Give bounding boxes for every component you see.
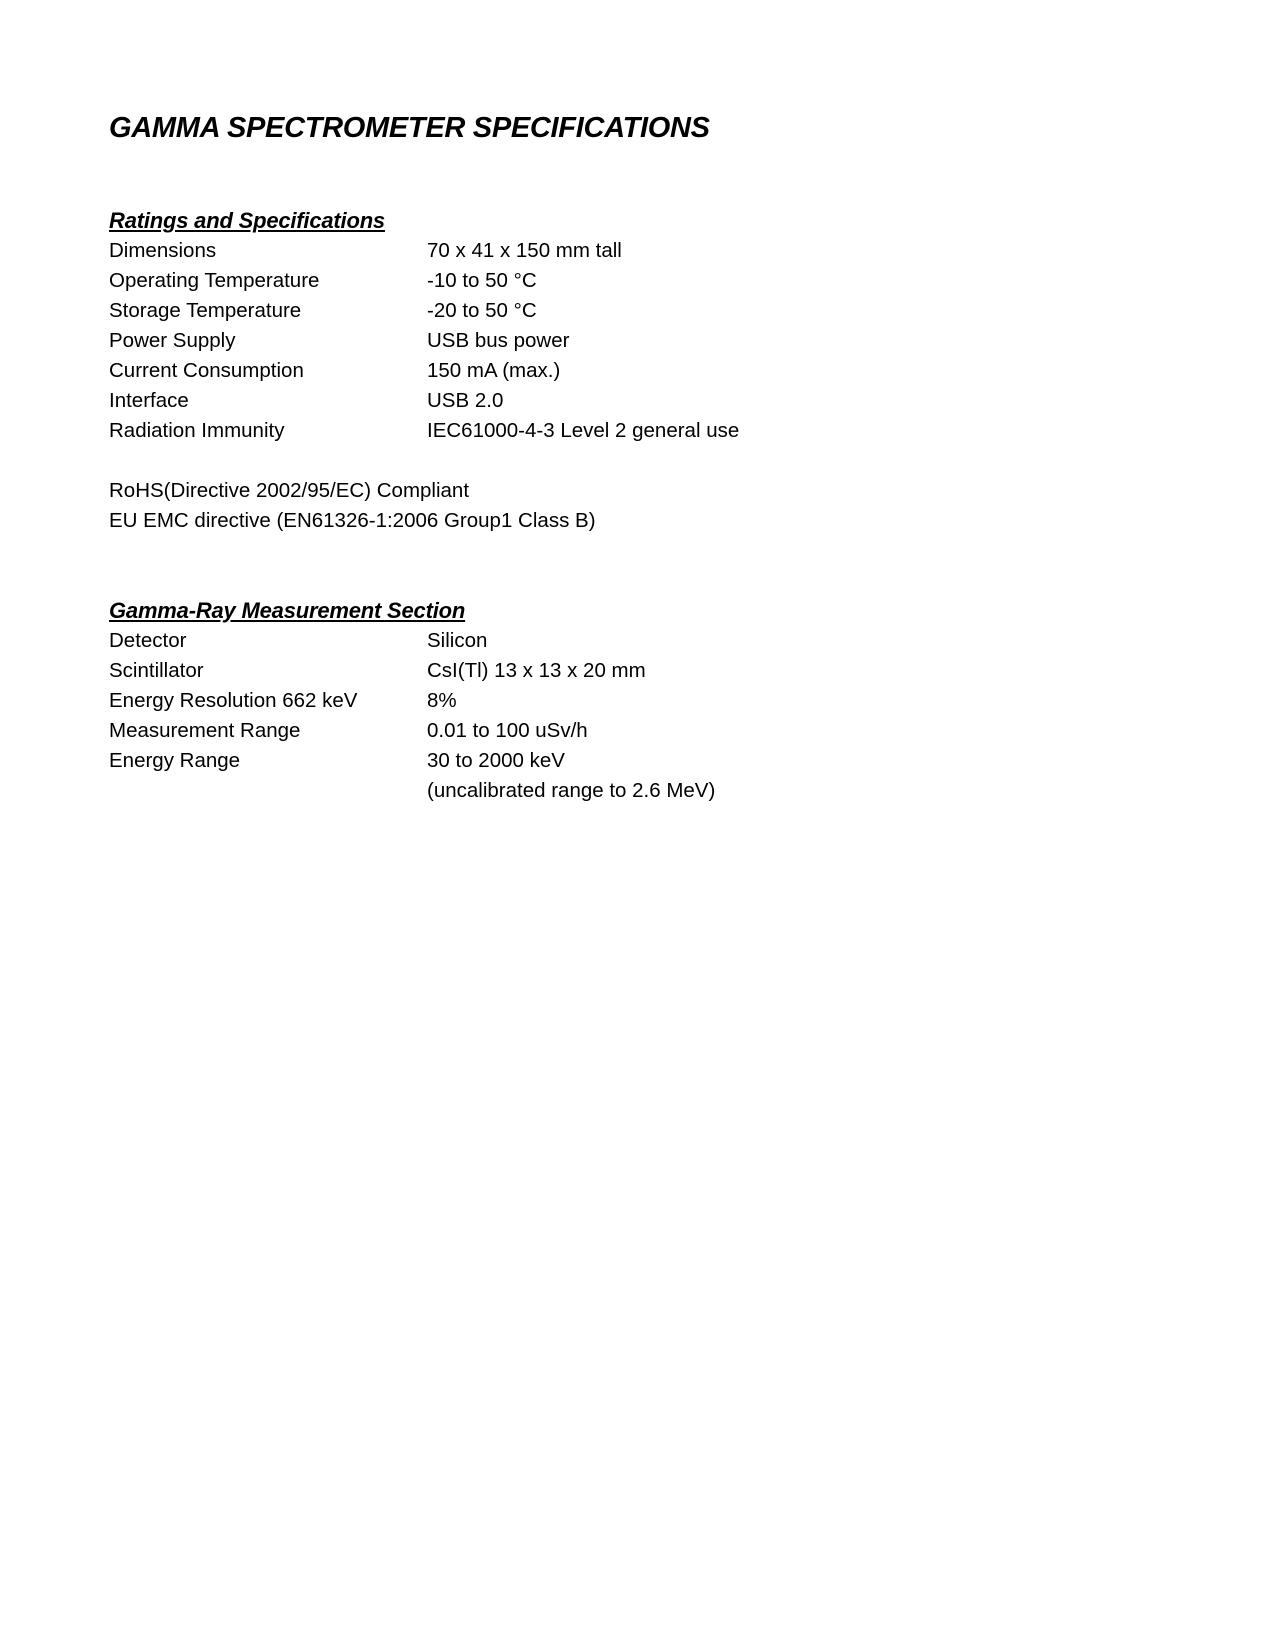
spec-row-scintillator — [109, 656, 809, 686]
spec-value: 0.01 to 100 uSv/h — [427, 719, 588, 742]
spec-value: 70 x 41 x 150 mm tall — [427, 239, 622, 262]
spec-label: Current Consumption — [109, 359, 304, 382]
spec-value: 150 mA (max.) — [427, 359, 561, 382]
spec-label: Interface — [109, 389, 189, 412]
spec-row-energy-range-note — [109, 776, 809, 806]
spec-value: USB bus power — [427, 329, 570, 352]
spec-label: Scintillator — [109, 659, 204, 682]
compliance-rohs: RoHS(Directive 2002/95/EC) Compliant — [109, 479, 470, 502]
spec-value: -10 to 50 °C — [427, 269, 537, 292]
spec-label: Dimensions — [109, 239, 217, 262]
spec-value: IEC61000-4-3 Level 2 general use — [427, 419, 740, 442]
spec-row-energy-resolution — [109, 686, 809, 716]
spec-row-current-consumption — [109, 356, 809, 386]
spec-value: (uncalibrated range to 2.6 MeV) — [427, 779, 716, 802]
spec-label: Radiation Immunity — [109, 419, 285, 442]
spec-row-operating-temperature — [109, 266, 809, 296]
spec-row-energy-range — [109, 746, 809, 776]
document-title: GAMMA SPECTROMETER SPECIFICATIONS — [109, 112, 710, 144]
spec-value: 8% — [427, 689, 457, 712]
spec-value: USB 2.0 — [427, 389, 504, 412]
gamma-heading: Gamma-Ray Measurement Section — [109, 598, 466, 623]
spec-label: Energy Resolution 662 keV — [109, 689, 358, 712]
spec-label: Detector — [109, 629, 187, 652]
spec-value: -20 to 50 °C — [427, 299, 537, 322]
spec-row-power-supply — [109, 326, 809, 356]
spec-row-measurement-range — [109, 716, 809, 746]
spec-value: 30 to 2000 keV — [427, 749, 565, 772]
spec-label: Measurement Range — [109, 719, 301, 742]
spec-row-detector — [109, 626, 809, 656]
spec-value: Silicon — [427, 629, 488, 652]
spec-label: Energy Range — [109, 749, 241, 772]
spec-label: Power Supply — [109, 329, 236, 352]
compliance-emc: EU EMC directive (EN61326-1:2006 Group1 Class B) — [109, 509, 596, 532]
spec-row-interface — [109, 386, 809, 416]
spec-value: CsI(Tl) 13 x 13 x 20 mm — [427, 659, 646, 682]
spec-row-dimensions — [109, 236, 809, 266]
ratings-heading: Ratings and Specifications — [109, 208, 385, 233]
spec-label: Storage Temperature — [109, 299, 302, 322]
spec-row-radiation-immunity — [109, 416, 809, 446]
spec-label: Operating Temperature — [109, 269, 320, 292]
spec-row-storage-temperature — [109, 296, 809, 326]
